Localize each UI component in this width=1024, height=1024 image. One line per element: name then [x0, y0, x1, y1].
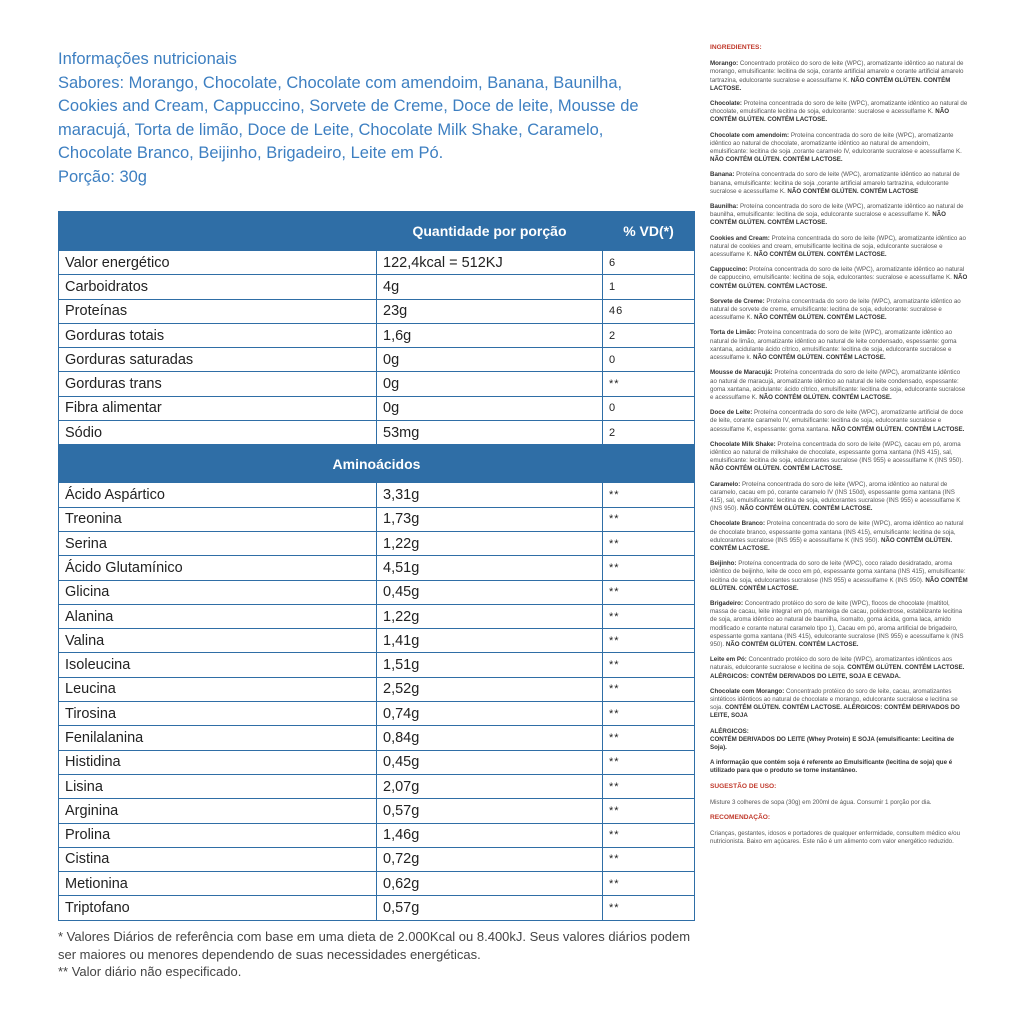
nutrient-name: Carboidratos — [59, 275, 377, 299]
ingredient-text: Proteína concentrada do soro de leite (WPC), aromatizante idêntico ao natural de limão, aromatizante idêntico ao natural de leite condensado, espessante: goma xantana, acidulante ácido cítrico, emulsificante: lecitina de soja, edulcorante sucralose e acessulfame k. — [710, 329, 957, 362]
nutrient-vd: 2 — [603, 323, 695, 347]
nutrient-name: Gorduras totais — [59, 323, 377, 347]
nutrient-quantity: 0,74g — [377, 702, 603, 726]
ingredient-warning: NÃO CONTÉM GLÚTEN. CONTÉM LACTOSE. — [710, 76, 951, 92]
ingredient-text: Proteína concentrada do soro de leite (WPC), aromatizante idêntico ao natural de sorvete de creme, emulsificante: lecitina de soja, edulcorante: sucralose e acessulfame K. — [710, 297, 961, 322]
ingredient-text: Concentrado protéico do soro de leite (WPC), aromatizantes idênticos aos naturais, edulcorante sucralose e lecitina de soja. — [710, 656, 953, 672]
table-row — [59, 483, 695, 507]
ingredient-text: Concentrado protéico do soro de leite (WPC), aromatizante idêntico ao natural de morango, emulsificante: lecitina de soja, corante artificial amarelo e corante artificial amarelo tartrazina, edulcorante sucralose e acessulfame K. — [710, 60, 964, 84]
nutrient-vd: ** — [603, 483, 695, 507]
table-row — [59, 531, 695, 555]
nutrient-vd: ** — [603, 799, 695, 823]
table-row — [59, 396, 695, 420]
nutrient-vd: ** — [603, 750, 695, 774]
amino-section-title: Aminoácidos — [59, 445, 695, 483]
ingredient-text: Proteína concentrada do soro de leite (WPC), aromatizante idêntico ao natural de chocolate, aromatizante idêntico ao natural de amendoim, emulsificante: lecitina de soja ,corante caramelo IV, edulcorante sucralose e acessulfame K. — [710, 131, 962, 156]
ingredient-flavor: Chocolate Milk Shake: — [710, 440, 776, 448]
nutrient-vd: ** — [603, 702, 695, 726]
ingredient-item — [710, 560, 968, 593]
table-row — [59, 556, 695, 580]
ingredient-text: Concentrado protéico do soro de leite, cacau, aromatizantes sintéticos idênticos ao natural de chocolate e morango, edulcorante sucralose e lecitina se soja. — [710, 687, 958, 712]
nutrient-name: Tirosina — [59, 702, 377, 726]
ingredient-flavor: Torta de Limão: — [710, 329, 756, 337]
nutrient-quantity: 1,46g — [377, 823, 603, 847]
nutrient-vd: ** — [603, 726, 695, 750]
ingredient-flavor: Chocolate com amendoim: — [710, 131, 790, 139]
nutrient-quantity: 4,51g — [377, 556, 603, 580]
allergens-text: CONTÉM DERIVADOS DO LEITE (Whey Protein) E SOJA (emulsificante: Lecitina de Soja). — [710, 735, 955, 752]
ingredient-item — [710, 203, 968, 228]
nutrient-quantity: 1,51g — [377, 653, 603, 677]
ingredient-warning: NÃO CONTÉM GLÚTEN. CONTÉM LACTOSE. — [710, 465, 843, 473]
usage-title: SUGESTÃO DE USO: — [710, 782, 777, 790]
ingredient-text: Proteína concentrada do soro de leite (WPC), aromatizante idêntico ao natural de baunilha, emulsificante: lecitina de soja, edulcorante sucralose e acessulfame K. — [710, 203, 964, 219]
ingredient-warning: NÃO CONTÉM GLÚTEN. CONTÉM LACTOSE. — [710, 156, 843, 164]
table-row — [59, 251, 695, 275]
ingredient-item — [710, 329, 968, 362]
nutrient-vd: ** — [603, 823, 695, 847]
nutrient-vd: ** — [603, 653, 695, 677]
ingredient-text: Proteína concentrada do soro de leite (WPC), aromatizante idêntico ao natural de chocolate, emulsificante lecitina de soja, edulcorante: sucralose e acessulfame K. — [710, 100, 968, 116]
nutrient-quantity: 53mg — [377, 421, 603, 445]
ingredients-title: INGREDIENTES: — [710, 44, 762, 51]
nutrient-name: Fenilalanina — [59, 726, 377, 750]
ingredient-text: Proteína concentrada do soro de leite (WPC), cacau em pó, aroma idêntico ao natural de milkshake de chocolate, espessante goma xantana (INS 415), sal, emulsificante: lecitina de soja, edulcorantes sucralose (INS 955) e acessulfame K (INS 950). — [710, 440, 964, 465]
ingredient-text: Concentrado protéico do soro de leite (WPC), flocos de chocolate (maltitol, massa de cacau, leite integral em pó, manteiga de cacau, polidextrose, estabilizante lecitina de soja, aroma idêntico ao natural de baunilha, isomalto, goma ácida, goma laca, amido modificado e corante natural caramelo tipo 1), Cacau em pó, aroma artificial de brigadeiro, espessante goma xantana (INS 415), edulcorante sucralose (INS 955) e acessulfame k (INS 950). — [710, 599, 964, 648]
ingredient-flavor: Chocolate com Morango: — [710, 687, 785, 695]
nutrient-vd: ** — [603, 604, 695, 628]
ingredient-item — [710, 298, 968, 323]
ingredient-text: Proteína concentrada do soro de leite (WPC), aromatizante artificial de doce de leite, corante caramelo IV, emulsificante: lecitina de soja, edulcorante sucralose e acessulfame K, espessante: goma xantana. — [710, 409, 964, 433]
ingredient-text: Proteína concentrada do soro de leite (WPC), coco ralado desidratado, aroma idêntico de beijinho, leite de coco em pó, espessante goma xantana (INS 415), emulsificante: lecitina de soja, edulcorantes sucralose (INS 955) e acessulfame K (INS 950). — [710, 560, 966, 584]
ingredient-warning: NÃO CONTÉM GLÚTEN. CONTÉM LACTOSE. — [710, 108, 950, 124]
amino-section-row — [59, 445, 695, 483]
nutrient-quantity: 0g — [377, 348, 603, 372]
nutrient-quantity: 1,22g — [377, 531, 603, 555]
ingredient-text: Proteína concentrada do soro de leite (WPC), aromatizante idêntico ao natural de cookies and cream, emulsificante lecitina de soja, edulcorante sucralose e acessulfame K. — [710, 234, 966, 259]
ingredient-warning: NÃO CONTÉM GLÚTEN. CONTÉM LACTOSE. — [710, 576, 968, 592]
ingredient-text: Proteína concentrada do soro de leite (WPC), aromatizante idêntico ao natural de banana, emulsificante: lecitina de soja ,corante artificial amarelo tartrazina, edulcorante sucralose e acessulfame K. — [710, 171, 960, 195]
ingredient-flavor: Chocolate: — [710, 100, 742, 108]
footnote-daily-values: * Valores Diários de referência com base em uma dieta de 2.000Kcal ou 8.400kJ. Seus valores diários podem ser maiores ou menores dependendo de suas necessidades energéticas. — [58, 929, 691, 962]
ingredient-item — [710, 441, 968, 474]
ingredient-warning: NÃO CONTÉM GLÚTEN. CONTÉM LACTOSE. — [710, 536, 953, 552]
ingredient-item — [710, 132, 968, 165]
table-row — [59, 799, 695, 823]
nutrient-quantity: 2,07g — [377, 774, 603, 798]
nutrient-quantity: 0,57g — [377, 896, 603, 920]
ingredient-item — [710, 481, 968, 514]
table-row — [59, 823, 695, 847]
table-row — [59, 872, 695, 896]
nutrient-quantity: 0g — [377, 396, 603, 420]
nutrient-vd: 1 — [603, 275, 695, 299]
ingredient-item — [710, 235, 968, 260]
ingredients-list — [710, 60, 968, 720]
nutrient-quantity: 2,52g — [377, 677, 603, 701]
nutrient-name: Proteínas — [59, 299, 377, 323]
nutrient-name: Arginina — [59, 799, 377, 823]
allergens-block — [710, 728, 968, 753]
nutrients-body — [59, 251, 695, 921]
nutrient-quantity: 0,84g — [377, 726, 603, 750]
nutrient-name: Triptofano — [59, 896, 377, 920]
ingredient-flavor: Cookies and Cream: — [710, 234, 770, 242]
ingredient-text: Proteína concentrada do soro de leite (WPC), aroma idêntico ao natural de chocolate branco, espessante goma xantana (INS 415), emulsificante: lecitina de soja, edulcorantes sucralose (INS 955) e acessulfame K (INS 950). — [710, 520, 964, 544]
ingredient-warning: NÃO CONTÉM GLÚTEN. CONTÉM LACTOSE. — [754, 251, 887, 259]
nutrient-name: Sódio — [59, 421, 377, 445]
ingredient-flavor: Mousse de Maracujá: — [710, 369, 773, 377]
nutrient-name: Leucina — [59, 677, 377, 701]
table-row — [59, 726, 695, 750]
nutrient-vd: ** — [603, 774, 695, 798]
nutrient-name: Histidina — [59, 750, 377, 774]
ingredient-item — [710, 409, 968, 434]
ingredient-flavor: Morango: — [710, 60, 739, 68]
table-row — [59, 507, 695, 531]
table-row — [59, 702, 695, 726]
nutrient-vd: ** — [603, 896, 695, 920]
ingredient-flavor: Cappuccino: — [710, 266, 748, 274]
ingredient-warning: CONTÉM GLÚTEN. CONTÉM LACTOSE. ALÉRGICOS: CONTÉM DERIVADOS DO LEITE, SOJA E CEVADA. — [710, 664, 965, 680]
nutrient-name: Prolina — [59, 823, 377, 847]
nutrient-vd: ** — [603, 847, 695, 871]
ingredient-flavor: Banana: — [710, 171, 735, 179]
ingredient-warning: NÃO CONTÉM GLÚTEN. CONTÉM LACTOSE. — [754, 314, 887, 322]
nutrient-quantity: 0g — [377, 372, 603, 396]
nutrient-name: Ácido Aspártico — [59, 483, 377, 507]
header-blank-cell — [59, 212, 377, 251]
table-row — [59, 604, 695, 628]
ingredient-item — [710, 60, 968, 93]
nutrition-table — [58, 211, 695, 921]
ingredient-flavor: Baunilha: — [710, 203, 739, 211]
nutrient-name: Ácido Glutamínico — [59, 556, 377, 580]
flavors-line-1: Sabores: Morango, Chocolate, Chocolate com amendoim, Banana, Baunilha, — [58, 73, 623, 92]
ingredient-flavor: Brigadeiro: — [710, 599, 744, 607]
footnotes — [58, 928, 698, 981]
nutrient-name: Metionina — [59, 872, 377, 896]
ingredient-warning: NÃO CONTÉM GLÚTEN. CONTÉM LACTOSE. — [710, 274, 968, 290]
nutrient-vd: 0 — [603, 396, 695, 420]
portion-label: Porção: 30g — [58, 167, 147, 186]
nutrient-name: Valor energético — [59, 251, 377, 275]
flavors-line-4: Chocolate Branco, Beijinho, Brigadeiro, Leite em Pó. — [58, 144, 444, 162]
nutrient-vd: ** — [603, 580, 695, 604]
header-quantity: Quantidade por porção — [377, 212, 603, 251]
table-row — [59, 372, 695, 396]
ingredient-flavor: Beijinho: — [710, 560, 737, 568]
table-row — [59, 774, 695, 798]
ingredient-warning: NÃO CONTÉM GLÚTEN. CONTÉM LACTOSE — [787, 187, 919, 195]
table-row — [59, 348, 695, 372]
nutrient-vd: 0 — [603, 348, 695, 372]
ingredient-warning: NÃO CONTÉM GLÚTEN. CONTÉM LACTOSE. — [753, 354, 886, 362]
table-row — [59, 299, 695, 323]
table-row — [59, 580, 695, 604]
nutrient-quantity: 4g — [377, 275, 603, 299]
nutrient-quantity: 0,72g — [377, 847, 603, 871]
ingredient-warning: NÃO CONTÉM GLÚTEN. CONTÉM LACTOSE. — [759, 393, 892, 401]
ingredient-item — [710, 600, 968, 649]
ingredient-flavor: Chocolate Branco: — [710, 520, 766, 528]
ingredient-warning: NÃO CONTÉM GLÚTEN. CONTÉM LACTOSE. — [725, 640, 859, 648]
nutrient-name: Lisina — [59, 774, 377, 798]
table-row — [59, 275, 695, 299]
nutrient-quantity: 1,6g — [377, 323, 603, 347]
nutrient-vd: ** — [603, 531, 695, 555]
table-row — [59, 653, 695, 677]
nutrient-quantity: 23g — [377, 299, 603, 323]
nutrient-quantity: 3,31g — [377, 483, 603, 507]
header-block — [58, 48, 698, 189]
table-row — [59, 677, 695, 701]
ingredients-column — [710, 44, 968, 854]
nutrient-name: Isoleucina — [59, 653, 377, 677]
ingredient-warning: NÃO CONTÉM GLÚTEN. CONTÉM LACTOSE. — [710, 211, 946, 227]
nutrient-name: Gorduras saturadas — [59, 348, 377, 372]
ingredient-warning: NÃO CONTÉM GLÚTEN. CONTÉM LACTOSE. — [739, 505, 873, 513]
soy-note — [710, 759, 968, 775]
ingredient-item — [710, 171, 968, 196]
table-row — [59, 750, 695, 774]
page-title: Informações nutricionais — [58, 50, 237, 68]
nutrient-vd: 2 — [603, 421, 695, 445]
nutrient-quantity: 122,4kcal = 512KJ — [377, 251, 603, 275]
nutrient-quantity: 0,45g — [377, 580, 603, 604]
nutrient-quantity: 1,41g — [377, 629, 603, 653]
nutrient-vd: ** — [603, 372, 695, 396]
nutrient-name: Fibra alimentar — [59, 396, 377, 420]
nutrient-name: Gorduras trans — [59, 372, 377, 396]
ingredient-text: Proteína concentrada do soro de leite (WPC), aroma idêntico ao natural de caramelo, cacau em pó, corante caramelo IV (INS 150d), espessante goma xantana (INS 415), sal, emulsificante: lecitina de soja, edulcorantes sucralose (INS 955) e acessulfame K (INS 950). — [710, 480, 961, 513]
soy-note-text: A informação que contém soja é referente ao Emulsificante (lecitina de soja) que é utilizado para que o produto se torne instantâneo. — [710, 759, 953, 775]
table-row — [59, 896, 695, 920]
nutrient-quantity: 1,22g — [377, 604, 603, 628]
ingredient-warning: CONTÉM GLÚTEN. CONTÉM LACTOSE. ALÉRGICOS: CONTÉM DERIVADOS DO LEITE, SOJA — [710, 704, 960, 720]
ingredient-text: Proteína concentrada do soro de leite (WPC), aromatizante idêntico ao natural de cappuccino, emulsificante: lecitina de soja, edulcorantes: sucralose e acessulfame K. — [710, 266, 965, 282]
nutrient-name: Cistina — [59, 847, 377, 871]
nutrient-vd: ** — [603, 872, 695, 896]
nutrient-name: Serina — [59, 531, 377, 555]
nutrient-quantity: 0,57g — [377, 799, 603, 823]
table-row — [59, 847, 695, 871]
nutrient-quantity: 0,45g — [377, 750, 603, 774]
nutrient-name: Treonina — [59, 507, 377, 531]
ingredient-item — [710, 656, 968, 681]
nutrient-name: Alanina — [59, 604, 377, 628]
ingredient-flavor: Doce de Leite: — [710, 409, 753, 417]
nutrient-name: Valina — [59, 629, 377, 653]
nutrient-vd: 6 — [603, 251, 695, 275]
ingredient-flavor: Leite em Pó: — [710, 656, 747, 664]
nutrient-quantity: 0,62g — [377, 872, 603, 896]
ingredient-warning: NÃO CONTÉM GLÚTEN. CONTÉM LACTOSE. — [831, 425, 965, 433]
allergens-title: ALÉRGICOS: — [710, 727, 749, 735]
ingredient-item — [710, 266, 968, 291]
header-vd: % VD(*) — [603, 212, 695, 251]
ingredient-flavor: Sorvete de Creme: — [710, 297, 765, 305]
table-row — [59, 629, 695, 653]
flavors-line-2: Cookies and Cream, Cappuccino, Sorvete de Creme, Doce de leite, Mousse de — [58, 97, 639, 115]
ingredient-item — [710, 100, 968, 125]
table-row — [59, 323, 695, 347]
nutrient-name: Glicina — [59, 580, 377, 604]
nutrient-vd: ** — [603, 556, 695, 580]
ingredient-item — [710, 688, 968, 721]
table-row — [59, 421, 695, 445]
ingredient-flavor: Caramelo: — [710, 480, 741, 488]
ingredient-item — [710, 369, 968, 402]
ingredient-item — [710, 520, 968, 553]
footnote-not-specified: ** Valor diário não especificado. — [58, 964, 242, 979]
recommendation-text: Crianças, gestantes, idosos e portadores de qualquer enfermidade, consultem médico e/ou nutricionista. Baixo em açúcares. Este não é um alimento com valor energético reduzido. — [710, 830, 961, 846]
nutrient-vd: 46 — [603, 299, 695, 323]
nutrient-vd: ** — [603, 507, 695, 531]
recommendation-title: RECOMENDAÇÃO: — [710, 814, 771, 822]
nutrient-vd: ** — [603, 677, 695, 701]
table-header-row — [59, 212, 695, 251]
nutrient-quantity: 1,73g — [377, 507, 603, 531]
nutrient-vd: ** — [603, 629, 695, 653]
usage-text: Misture 3 colheres de sopa (30g) em 200ml de água. Consumir 1 porção por dia. — [710, 798, 932, 806]
flavors-line-3: maracujá, Torta de limão, Doce de Leite, Chocolate Milk Shake, Caramelo, — [58, 120, 604, 139]
ingredient-text: Proteína concentrada do soro de leite (WPC), aromatizante idêntico ao natural de maracujá, aromatizante idêntico ao natural de leite condensado, espessante: goma xantana, acidulante: ácido cítrico, emulsificante: lecitina de soja, edulcorante sucralose e acessulfame K. — [710, 369, 966, 401]
